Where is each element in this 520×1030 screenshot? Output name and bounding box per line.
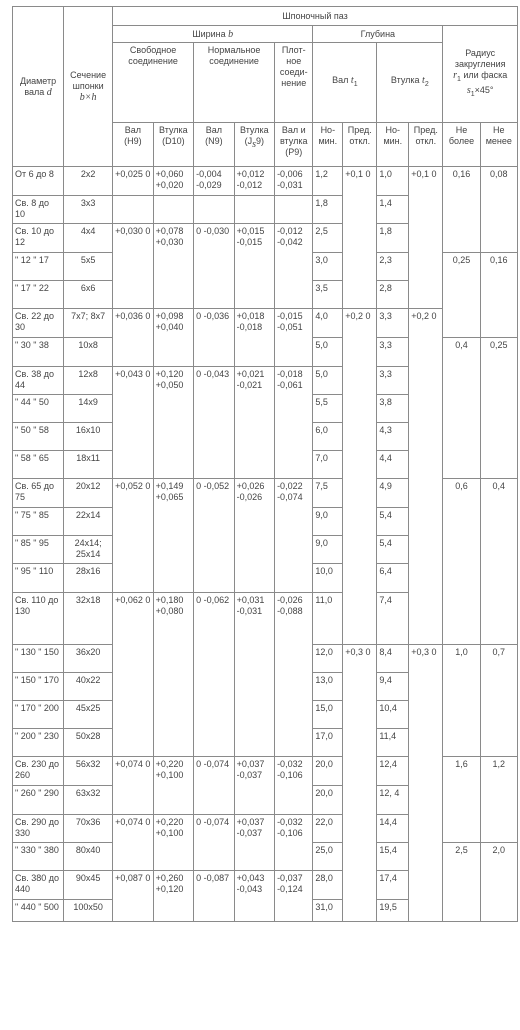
- cell-bh: 45x25: [64, 701, 113, 729]
- table-row: [13, 309, 518, 338]
- cell-n9: [194, 196, 234, 224]
- cell-h9: +0,062 0: [113, 593, 153, 757]
- cell-p9: -0,015 -0,051: [275, 309, 313, 367]
- cell-t1: 7,0: [313, 451, 343, 479]
- subheader-t2-deviation: Пред. откл.: [409, 123, 443, 167]
- subheader-hub-js9: Втулка $(J_s9)$: [234, 123, 274, 167]
- keyway-dimensions-table: [12, 6, 518, 922]
- subheader-shaft-n9: Вал (N9): [194, 123, 234, 167]
- cell-t2: 1,0: [377, 167, 409, 196]
- cell-n9: 0 -0,043: [194, 367, 234, 479]
- cell-h9: +0,074 0: [113, 757, 153, 815]
- cell-js9: +0,018 -0,018: [234, 309, 274, 367]
- cell-rmin: 0,25: [480, 338, 517, 479]
- cell-t1: 5,5: [313, 395, 343, 423]
- table-row: [13, 167, 518, 196]
- cell-d: Св. 8 до 10: [13, 196, 64, 224]
- cell-t2d: +0,2 0: [409, 309, 443, 645]
- cell-t2: 5,4: [377, 508, 409, 536]
- cell-d10: +0,078 +0,030: [153, 224, 193, 309]
- cell-t1: 1,2: [313, 167, 343, 196]
- cell-js9: +0,015 -0,015: [234, 224, 274, 309]
- cell-d10: [153, 196, 193, 224]
- subheader-hub-d10: Втулка (D10): [153, 123, 193, 167]
- cell-d: " 95 " 110: [13, 564, 64, 593]
- cell-p9: -0,022 -0,074: [275, 479, 313, 593]
- cell-t2: 4,9: [377, 479, 409, 508]
- subheader-radius-max: Не более: [443, 123, 480, 167]
- cell-t1: 10,0: [313, 564, 343, 593]
- cell-t1: 13,0: [313, 673, 343, 701]
- header-shaft-t1: Вал $t_1$: [313, 43, 377, 123]
- cell-bh: 2x2: [64, 167, 113, 196]
- cell-d: Св. 110 до 130: [13, 593, 64, 645]
- cell-d: От 6 до 8: [13, 167, 64, 196]
- cell-js9: [234, 196, 274, 224]
- cell-t2: 3,3: [377, 367, 409, 395]
- header-free-joint: Свободное соединение: [113, 43, 194, 123]
- cell-d: " 200 " 230: [13, 729, 64, 757]
- cell-p9: -0,032 -0,106: [275, 757, 313, 815]
- cell-h9: +0,043 0: [113, 367, 153, 479]
- cell-rmin: 0,7: [480, 645, 517, 757]
- cell-rmin: 1,2: [480, 757, 517, 843]
- cell-d: " 75 " 85: [13, 508, 64, 536]
- cell-bh: 100x50: [64, 900, 113, 922]
- cell-n9: 0 -0,052: [194, 479, 234, 593]
- cell-d: " 85 " 95: [13, 536, 64, 564]
- cell-bh: 50x28: [64, 729, 113, 757]
- cell-h9: +0,074 0: [113, 815, 153, 871]
- cell-t1: 11,0: [313, 593, 343, 645]
- cell-t2: 10,4: [377, 701, 409, 729]
- cell-p9: -0,012 -0,042: [275, 224, 313, 309]
- cell-d: Св. 290 до 330: [13, 815, 64, 843]
- cell-d: Св. 65 до 75: [13, 479, 64, 508]
- header-width: Ширина b: [113, 26, 313, 43]
- cell-d: Св. 22 до 30: [13, 309, 64, 338]
- cell-js9: +0,037 -0,037: [234, 815, 274, 871]
- cell-d: " 30 " 38: [13, 338, 64, 367]
- subheader-t1-deviation: Пред. откл.: [343, 123, 377, 167]
- cell-d: " 50 " 58: [13, 423, 64, 451]
- cell-t1: 28,0: [313, 871, 343, 900]
- cell-d: " 150 " 170: [13, 673, 64, 701]
- cell-t2: 19,5: [377, 900, 409, 922]
- cell-n9: 0 -0,062: [194, 593, 234, 757]
- cell-t1: 12,0: [313, 645, 343, 673]
- cell-t1: 17,0: [313, 729, 343, 757]
- cell-js9: +0,021 -0,021: [234, 367, 274, 479]
- cell-n9: 0 -0,036: [194, 309, 234, 367]
- cell-t2: 17,4: [377, 871, 409, 900]
- cell-d: " 170 " 200: [13, 701, 64, 729]
- cell-t2: 12,4: [377, 757, 409, 786]
- cell-t2: 5,4: [377, 536, 409, 564]
- cell-t1: 5,0: [313, 338, 343, 367]
- cell-t1: 3,5: [313, 281, 343, 309]
- cell-h9: +0,087 0: [113, 871, 153, 922]
- cell-d10: +0,120 +0,050: [153, 367, 193, 479]
- cell-rmax: 2,5: [443, 843, 480, 922]
- cell-t2: 1,4: [377, 196, 409, 224]
- cell-t2d: +0,1 0: [409, 167, 443, 309]
- subheader-shaft-hub-p9: Вал и втулка (P9): [275, 123, 313, 167]
- cell-js9: +0,037 -0,037: [234, 757, 274, 815]
- cell-js9: +0,026 -0,026: [234, 479, 274, 593]
- cell-t2: 3,3: [377, 309, 409, 338]
- cell-d: Св. 380 до 440: [13, 871, 64, 900]
- cell-t1: 31,0: [313, 900, 343, 922]
- cell-d: Св. 230 до 260: [13, 757, 64, 786]
- cell-bh: 4x4: [64, 224, 113, 253]
- cell-t2: 15,4: [377, 843, 409, 871]
- cell-bh: 32x18: [64, 593, 113, 645]
- cell-t1: 3,0: [313, 253, 343, 281]
- cell-t1: 6,0: [313, 423, 343, 451]
- cell-bh: 40x22: [64, 673, 113, 701]
- cell-h9: +0,036 0: [113, 309, 153, 367]
- table-body: [13, 167, 518, 922]
- cell-t2d: +0,3 0: [409, 645, 443, 922]
- cell-rmin: 2,0: [480, 843, 517, 922]
- cell-t2: 1,8: [377, 224, 409, 253]
- cell-t2: 2,3: [377, 253, 409, 281]
- cell-t2: 11,4: [377, 729, 409, 757]
- cell-t1: 22,0: [313, 815, 343, 843]
- cell-bh: 36x20: [64, 645, 113, 673]
- cell-bh: 63x32: [64, 786, 113, 815]
- cell-bh: 28x16: [64, 564, 113, 593]
- cell-bh: 3x3: [64, 196, 113, 224]
- cell-bh: 22x14: [64, 508, 113, 536]
- cell-bh: 14x9: [64, 395, 113, 423]
- cell-rmax: 0,6: [443, 479, 480, 645]
- cell-p9: -0,032 -0,106: [275, 815, 313, 871]
- cell-p9: -0,037 -0,124: [275, 871, 313, 922]
- cell-t2: 7,4: [377, 593, 409, 645]
- header-tight-joint: Плот-ное соеди-нение: [275, 43, 313, 123]
- cell-d10: +0,180 +0,080: [153, 593, 193, 757]
- cell-js9: +0,043 -0,043: [234, 871, 274, 922]
- cell-bh: 10x8: [64, 338, 113, 367]
- subheader-radius-min: Не менее: [480, 123, 517, 167]
- cell-n9: 0 -0,087: [194, 871, 234, 922]
- cell-bh: 70x36: [64, 815, 113, 843]
- header-normal-joint: Нормальное соединение: [194, 43, 275, 123]
- cell-p9: [275, 196, 313, 224]
- cell-h9: +0,025 0: [113, 167, 153, 196]
- cell-n9: 0 -0,074: [194, 757, 234, 815]
- cell-d10: +0,060 +0,020: [153, 167, 193, 196]
- cell-d: " 44 " 50: [13, 395, 64, 423]
- cell-d: " 130 " 150: [13, 645, 64, 673]
- cell-rmin: 0,4: [480, 479, 517, 645]
- cell-bh: 56x32: [64, 757, 113, 786]
- cell-rmax: 1,0: [443, 645, 480, 757]
- cell-d10: +0,149 +0,065: [153, 479, 193, 593]
- cell-d: " 17 " 22: [13, 281, 64, 309]
- cell-bh: 80x40: [64, 843, 113, 871]
- cell-n9: 0 -0,074: [194, 815, 234, 871]
- cell-bh: 90x45: [64, 871, 113, 900]
- cell-p9: -0,006 -0,031: [275, 167, 313, 196]
- cell-n9: 0 -0,030: [194, 224, 234, 309]
- cell-n9: -0,004 -0,029: [194, 167, 234, 196]
- cell-bh: 20x12: [64, 479, 113, 508]
- cell-t1: 7,5: [313, 479, 343, 508]
- cell-t2: 9,4: [377, 673, 409, 701]
- subheader-shaft-h9: Вал (H9): [113, 123, 153, 167]
- cell-t1: 20,0: [313, 786, 343, 815]
- cell-d10: +0,098 +0,040: [153, 309, 193, 367]
- cell-d: " 12 " 17: [13, 253, 64, 281]
- cell-d10: +0,260 +0,120: [153, 871, 193, 922]
- cell-rmax: 0,16: [443, 167, 480, 253]
- header-depth: Глубина: [313, 26, 443, 43]
- cell-bh: 16x10: [64, 423, 113, 451]
- header-section: Сечение шпонки b×h: [64, 7, 113, 167]
- cell-t1: 25,0: [313, 843, 343, 871]
- cell-t1d: +0,3 0: [343, 645, 377, 922]
- subheader-t2-nominal: Но-мин.: [377, 123, 409, 167]
- cell-rmin: 0,08: [480, 167, 517, 253]
- cell-bh: 12x8: [64, 367, 113, 395]
- cell-bh: 7x7; 8x7: [64, 309, 113, 338]
- cell-d: " 260 " 290: [13, 786, 64, 815]
- cell-d: " 58 " 65: [13, 451, 64, 479]
- header-hub-t2: Втулка $t_2$: [377, 43, 443, 123]
- header-keyway: Шпоночный паз: [113, 7, 518, 26]
- cell-rmax: 1,6: [443, 757, 480, 843]
- cell-t2: 3,3: [377, 338, 409, 367]
- cell-t2: 4,4: [377, 451, 409, 479]
- cell-t1: 1,8: [313, 196, 343, 224]
- cell-p9: -0,026 -0,088: [275, 593, 313, 757]
- cell-t1: 20,0: [313, 757, 343, 786]
- cell-bh: 6x6: [64, 281, 113, 309]
- cell-d: " 330 " 380: [13, 843, 64, 871]
- cell-d10: +0,220 +0,100: [153, 815, 193, 871]
- cell-h9: +0,052 0: [113, 479, 153, 593]
- cell-bh: 24x14; 25x14: [64, 536, 113, 564]
- cell-p9: -0,018 -0,061: [275, 367, 313, 479]
- header-diameter: Диаметр вала d: [13, 7, 64, 167]
- cell-bh: 18x11: [64, 451, 113, 479]
- cell-bh: 5x5: [64, 253, 113, 281]
- cell-js9: +0,012 -0,012: [234, 167, 274, 196]
- cell-d: " 440 " 500: [13, 900, 64, 922]
- cell-t1d: +0,2 0: [343, 309, 377, 645]
- cell-t1: 4,0: [313, 309, 343, 338]
- cell-h9: +0,030 0: [113, 224, 153, 309]
- cell-rmin: 0,16: [480, 253, 517, 338]
- cell-js9: +0,031 -0,031: [234, 593, 274, 757]
- cell-d10: +0,220 +0,100: [153, 757, 193, 815]
- cell-t2: 4,3: [377, 423, 409, 451]
- header-radius: Радиус закругления $r_1$ или фаска $s_1\times 45^\circ$: [443, 26, 518, 123]
- cell-t2: 2,8: [377, 281, 409, 309]
- cell-d: Св. 38 до 44: [13, 367, 64, 395]
- cell-t2: 12, 4: [377, 786, 409, 815]
- cell-t1: 9,0: [313, 508, 343, 536]
- cell-rmax: 0,4: [443, 338, 480, 479]
- cell-t2: 6,4: [377, 564, 409, 593]
- subheader-t1-nominal: Но-мин.: [313, 123, 343, 167]
- cell-t2: 8,4: [377, 645, 409, 673]
- cell-t1d: +0,1 0: [343, 167, 377, 309]
- cell-t1: 2,5: [313, 224, 343, 253]
- cell-h9: [113, 196, 153, 224]
- cell-t1: 9,0: [313, 536, 343, 564]
- cell-t1: 5,0: [313, 367, 343, 395]
- cell-rmax: 0,25: [443, 253, 480, 338]
- cell-t2: 3,8: [377, 395, 409, 423]
- cell-t2: 14,4: [377, 815, 409, 843]
- cell-t1: 15,0: [313, 701, 343, 729]
- cell-d: Св. 10 до 12: [13, 224, 64, 253]
